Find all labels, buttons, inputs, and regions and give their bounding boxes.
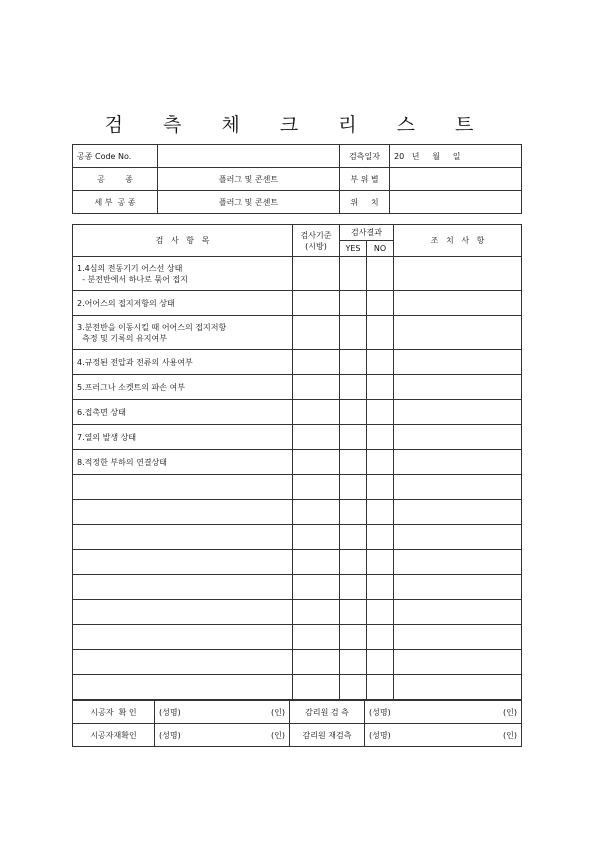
header-result: 검사결과 (340, 225, 394, 241)
checklist-item-line1: 8.적정한 부하의 연결상태 (77, 457, 167, 467)
checklist-item-text (73, 350, 293, 375)
no-cell[interactable] (367, 475, 394, 500)
checklist-row (73, 450, 522, 475)
action-cell[interactable] (394, 475, 522, 500)
checklist-item-text (73, 257, 293, 291)
action-cell[interactable] (394, 450, 522, 475)
no-cell[interactable] (367, 450, 394, 475)
info-table (72, 144, 522, 214)
criteria-cell[interactable] (293, 600, 340, 625)
position-label: 위 치 (340, 191, 390, 214)
no-cell[interactable] (367, 425, 394, 450)
checklist-row (73, 625, 522, 650)
sub-work-type-label: 세 부 공 종 (73, 191, 158, 214)
checklist-item-text (73, 425, 293, 450)
yes-cell[interactable] (340, 625, 367, 650)
criteria-cell[interactable] (293, 350, 340, 375)
checklist-item-text (73, 625, 293, 650)
checklist-row (73, 316, 522, 350)
page-title: 검 측 체 크 리 스 트 (104, 114, 491, 136)
criteria-cell[interactable] (293, 625, 340, 650)
action-cell[interactable] (394, 257, 522, 291)
checklist-item-text (73, 525, 293, 550)
construction-code-label: 공종 Code No. (73, 145, 158, 168)
checklist-item-line2: 측정 및 기록의 유지여부 (77, 333, 167, 343)
criteria-cell[interactable] (293, 675, 340, 700)
header-no: NO (367, 241, 394, 257)
yes-cell[interactable] (340, 257, 367, 291)
header-criteria-text: 검사기준 (300, 230, 332, 240)
action-cell[interactable] (394, 575, 522, 600)
contractor-reconfirm-name[interactable]: (성명) (155, 724, 245, 747)
checklist-item-text (73, 450, 293, 475)
checklist-item-text (73, 291, 293, 316)
supervisor-check-name[interactable]: (성명) (365, 701, 460, 724)
contractor-foreman-name[interactable]: (성명) (155, 701, 245, 724)
checklist-row (73, 600, 522, 625)
no-cell[interactable] (367, 375, 394, 400)
checklist-item-text (73, 575, 293, 600)
criteria-cell[interactable] (293, 550, 340, 575)
criteria-cell[interactable] (293, 316, 340, 350)
checklist-item-text (73, 650, 293, 675)
yes-cell[interactable] (340, 316, 367, 350)
no-cell[interactable] (367, 625, 394, 650)
checklist-row (73, 575, 522, 600)
checklist-item-text (73, 400, 293, 425)
no-cell[interactable] (367, 350, 394, 375)
criteria-cell[interactable] (293, 500, 340, 525)
yes-cell[interactable] (340, 650, 367, 675)
yes-cell[interactable] (340, 425, 367, 450)
inspection-date-label: 검측일자 (340, 145, 390, 168)
contractor-reconfirm-label: 시공자재확인 (73, 724, 155, 747)
checklist-row (73, 425, 522, 450)
yes-cell[interactable] (340, 500, 367, 525)
action-cell[interactable] (394, 625, 522, 650)
no-cell[interactable] (367, 675, 394, 700)
criteria-cell[interactable] (293, 425, 340, 450)
criteria-cell[interactable] (293, 650, 340, 675)
checklist-table (72, 224, 522, 700)
header-action: 조 치 사 항 (394, 225, 522, 257)
location-field[interactable] (390, 168, 522, 191)
criteria-cell[interactable] (293, 375, 340, 400)
action-cell[interactable] (394, 675, 522, 700)
contractor-foreman-seal[interactable]: (인) (245, 701, 290, 724)
supervisor-recheck-name[interactable]: (성명) (365, 724, 460, 747)
no-cell[interactable] (367, 400, 394, 425)
checklist-item-text (73, 475, 293, 500)
checklist-row (73, 375, 522, 400)
checklist-item-line1: 5.프러그나 소켓트의 파손 여부 (77, 382, 185, 392)
criteria-cell[interactable] (293, 291, 340, 316)
no-cell[interactable] (367, 257, 394, 291)
header-criteria-sub: (시방) (305, 241, 327, 251)
checklist-item-line2: - 분전반에서 하나로 묶어 접지 (77, 274, 188, 284)
checklist-row (73, 291, 522, 316)
checklist-item-line1: 1.4심의 전동기기 어스선 상태 (77, 263, 183, 273)
action-cell[interactable] (394, 375, 522, 400)
yes-cell[interactable] (340, 450, 367, 475)
no-cell[interactable] (367, 650, 394, 675)
checklist-item-text (73, 600, 293, 625)
yes-cell[interactable] (340, 475, 367, 500)
yes-cell[interactable] (340, 575, 367, 600)
action-cell[interactable] (394, 316, 522, 350)
supervisor-check-seal[interactable]: (인) (460, 701, 522, 724)
checklist-item-text (73, 675, 293, 700)
yes-cell[interactable] (340, 375, 367, 400)
criteria-cell[interactable] (293, 525, 340, 550)
contractor-foreman-label: 시공자 확 인 (73, 701, 155, 724)
no-cell[interactable] (367, 525, 394, 550)
yes-cell[interactable] (340, 525, 367, 550)
action-cell[interactable] (394, 291, 522, 316)
work-type-field[interactable]: 플러그 및 콘센트 (158, 168, 340, 191)
criteria-cell[interactable] (293, 257, 340, 291)
checklist-row (73, 350, 522, 375)
no-cell[interactable] (367, 600, 394, 625)
checklist-item-line1: 3.분전반을 이동시킬 때 어어스의 접지저항 (77, 322, 227, 332)
checklist-row (73, 675, 522, 700)
criteria-cell[interactable] (293, 450, 340, 475)
checklist-row (73, 475, 522, 500)
supervisor-recheck-seal[interactable]: (인) (460, 724, 522, 747)
checklist-item-text (73, 500, 293, 525)
work-type-label: 공 종 (73, 168, 158, 191)
location-label: 부 위 별 (340, 168, 390, 191)
action-cell[interactable] (394, 350, 522, 375)
signature-table (72, 700, 522, 747)
checklist-row (73, 500, 522, 525)
action-cell[interactable] (394, 400, 522, 425)
checklist-row (73, 400, 522, 425)
checklist-row (73, 550, 522, 575)
checklist-row (73, 650, 522, 675)
action-cell[interactable] (394, 500, 522, 525)
checklist-row (73, 525, 522, 550)
contractor-reconfirm-seal[interactable]: (인) (245, 724, 290, 747)
position-field[interactable] (390, 191, 522, 214)
action-cell[interactable] (394, 600, 522, 625)
no-cell[interactable] (367, 291, 394, 316)
yes-cell[interactable] (340, 600, 367, 625)
checklist-item-line1: 7.열의 발생 상태 (77, 432, 137, 442)
checklist-item-text (73, 316, 293, 350)
criteria-cell[interactable] (293, 475, 340, 500)
checklist-item-line1: 6.접촉면 상태 (77, 407, 126, 417)
construction-code-field[interactable] (158, 145, 340, 168)
header-items: 검 사 항 목 (73, 225, 293, 257)
checklist-row (73, 257, 522, 291)
no-cell[interactable] (367, 550, 394, 575)
inspection-date-field[interactable]: 20 년 월 일 (390, 145, 522, 168)
no-cell[interactable] (367, 316, 394, 350)
supervisor-recheck-label: 감리원 재검측 (290, 724, 365, 747)
checklist-item-line1: 2.어어스의 접지저항의 상태 (77, 298, 175, 308)
no-cell[interactable] (367, 500, 394, 525)
checklist-item-line1: 4.규정된 전압과 전류의 사용여부 (77, 357, 193, 367)
supervisor-check-label: 감리원 검 측 (290, 701, 365, 724)
criteria-cell[interactable] (293, 400, 340, 425)
yes-cell[interactable] (340, 350, 367, 375)
yes-cell[interactable] (340, 550, 367, 575)
yes-cell[interactable] (340, 675, 367, 700)
yes-cell[interactable] (340, 400, 367, 425)
header-yes: YES (340, 241, 367, 257)
action-cell[interactable] (394, 550, 522, 575)
criteria-cell[interactable] (293, 575, 340, 600)
yes-cell[interactable] (340, 291, 367, 316)
checklist-item-text (73, 375, 293, 400)
action-cell[interactable] (394, 525, 522, 550)
action-cell[interactable] (394, 425, 522, 450)
no-cell[interactable] (367, 575, 394, 600)
checklist-item-text (73, 550, 293, 575)
sub-work-type-field[interactable]: 플러그 및 콘센트 (158, 191, 340, 214)
header-criteria (293, 225, 340, 257)
action-cell[interactable] (394, 650, 522, 675)
